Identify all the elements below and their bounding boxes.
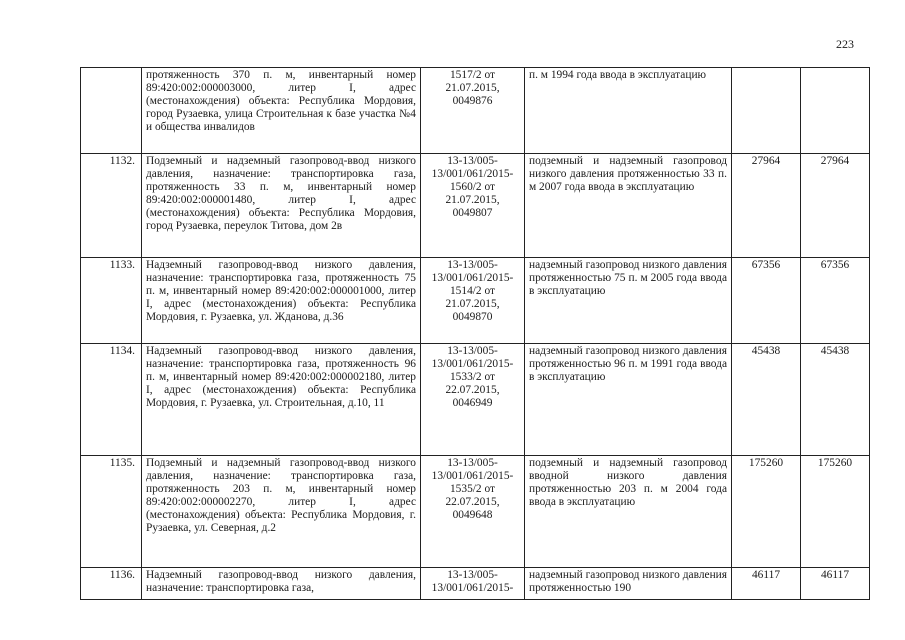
row-number-cell: 1135.	[81, 456, 142, 568]
object-characteristics-cell: подземный и надземный газопровод вводной низкого давления протяженностью 203 п. м 2004 года ввода в эксплуатацию	[525, 456, 732, 568]
registration-record-cell	[421, 456, 525, 568]
registration-line: 22.07.2015,	[445, 495, 500, 508]
object-characteristics-cell: надземный газопровод низкого давления протяженностью 190	[525, 568, 732, 600]
value-cell-2: 67356	[801, 258, 870, 344]
registration-line: 0046949	[452, 396, 493, 409]
page-number: 223	[836, 37, 854, 51]
registration-line: 13-13/005-	[447, 569, 498, 581]
registration-line: 13/001/061/2015-	[431, 271, 514, 284]
registration-line: 13/001/061/2015-	[431, 357, 514, 370]
registration-line: 21.07.2015,	[445, 193, 500, 206]
table-row	[81, 154, 870, 258]
registration-line: 1517/2 от	[449, 69, 495, 81]
registration-line: 13-13/005-	[447, 259, 498, 271]
value-cell-1	[732, 68, 801, 154]
value-cell-1: 27964	[732, 154, 801, 258]
registration-record-cell	[421, 68, 525, 154]
registration-line: 0049870	[452, 310, 493, 323]
object-characteristics-cell: надземный газопровод низкого давления протяженностью 96 п. м 1991 года ввода в эксплуатацию	[525, 344, 732, 456]
value-cell-2: 175260	[801, 456, 870, 568]
row-number-cell: 1134.	[81, 344, 142, 456]
value-cell-2: 46117	[801, 568, 870, 600]
object-description-cell: Надземный газопровод-ввод низкого давления, назначение: транспортировка газа,	[142, 568, 421, 600]
row-number-cell	[81, 68, 142, 154]
object-description-cell: Подземный и надземный газопровод-ввод низкого давления, назначение: транспортировка газа, протяженность 203 п. м, инвентарный номер 89:420:002:000002270, литер I, адрес (местонахождения) объекта: Республика Мордовия, г. Рузаевка, ул. Северная, д.2	[142, 456, 421, 568]
registration-line: 0049648	[452, 508, 493, 521]
row-number-cell: 1136.	[81, 568, 142, 600]
table-row	[81, 344, 870, 456]
registration-line: 13/001/061/2015-	[431, 469, 514, 482]
registration-line: 13/001/061/2015-	[431, 581, 514, 594]
registry-table	[80, 67, 870, 600]
registration-line: 1533/2 от	[449, 370, 495, 383]
registration-line: 21.07.2015,	[445, 81, 500, 94]
table-row	[81, 568, 870, 600]
object-description-cell: Подземный и надземный газопровод-ввод низкого давления, назначение: транспортировка газа, протяженность 33 п. м, инвентарный номер 89:420:002:000001480, литер I, адрес (местонахождения) объекта: Республика Мордовия, город Рузаевка, переулок Титова, дом 2в	[142, 154, 421, 258]
registration-line: 13-13/005-	[447, 345, 498, 357]
row-number-cell: 1133.	[81, 258, 142, 344]
object-characteristics-cell: п. м 1994 года ввода в эксплуатацию	[525, 68, 732, 154]
table-row	[81, 258, 870, 344]
registration-line: 0049807	[452, 206, 493, 219]
registration-line: 22.07.2015,	[445, 383, 500, 396]
value-cell-1: 46117	[732, 568, 801, 600]
registration-line: 1514/2 от	[449, 284, 495, 297]
object-characteristics-cell: надземный газопровод низкого давления протяженностью 75 п. м 2005 года ввода в эксплуатацию	[525, 258, 732, 344]
registration-record-cell	[421, 258, 525, 344]
row-number-cell: 1132.	[81, 154, 142, 258]
table-row	[81, 456, 870, 568]
registration-line: 21.07.2015,	[445, 297, 500, 310]
value-cell-2: 27964	[801, 154, 870, 258]
registration-line: 13/001/061/2015-	[431, 167, 514, 180]
object-description-cell: Надземный газопровод-ввод низкого давления, назначение: транспортировка газа, протяженность 96 п. м, инвентарный номер 89:420:002:000002180, литер I, адрес (местонахождения) объекта: Республика Мордовия, г. Рузаевка, ул. Строительная, д.10, 11	[142, 344, 421, 456]
value-cell-2	[801, 68, 870, 154]
registration-line: 1535/2 от	[449, 482, 495, 495]
object-description-cell: протяженность 370 п. м, инвентарный номер 89:420:002:000003000, литер I, адрес (местонахождения) объекта: Республика Мордовия, город Рузаевка, улица Строительная к базе участка №4 и общества инвалидов	[142, 68, 421, 154]
object-characteristics-cell: подземный и надземный газопровод низкого давления протяженностью 33 п. м 2007 года ввода в эксплуатацию	[525, 154, 732, 258]
object-description-cell: Надземный газопровод-ввод низкого давления, назначение: транспортировка газа, протяженность 75 п. м, инвентарный номер 89:420:002:000001000, литер I, адрес (местонахождения) объекта: Республика Мордовия, г. Рузаевка, ул. Жданова, д.36	[142, 258, 421, 344]
value-cell-1: 45438	[732, 344, 801, 456]
registration-record-cell	[421, 568, 525, 600]
registration-record-cell	[421, 154, 525, 258]
value-cell-2: 45438	[801, 344, 870, 456]
table-row	[81, 68, 870, 154]
registration-line: 13-13/005-	[447, 457, 498, 469]
registration-record-cell	[421, 344, 525, 456]
value-cell-1: 175260	[732, 456, 801, 568]
registration-line: 1560/2 от	[449, 180, 495, 193]
registration-line: 0049876	[452, 94, 493, 107]
registration-line: 13-13/005-	[447, 155, 498, 167]
value-cell-1: 67356	[732, 258, 801, 344]
